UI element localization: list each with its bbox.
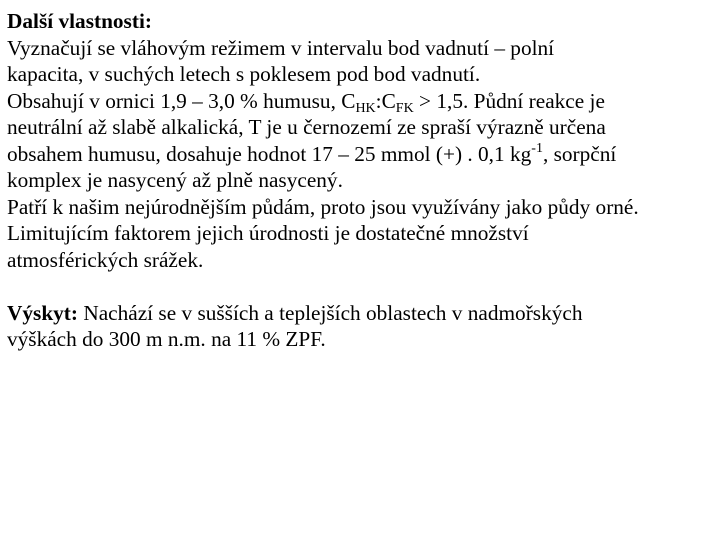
text-line: atmosférických srážek. [7, 247, 204, 272]
subscript-hk: HK [355, 100, 376, 116]
text-segment: :C [375, 88, 396, 113]
subscript-fk: FK [395, 100, 414, 116]
text-line: Patří k našim nejúrodnějším půdám, proto jsou využívány jako půdy orné. [7, 194, 639, 219]
text-segment: obsahem humusu, dosahuje hodnot 17 – 25 mmol (+) . 0,1 kg [7, 141, 532, 166]
text-segment: Obsahují v ornici 1,9 – 3,0 % humusu, C [7, 88, 356, 113]
text-line-unit [7, 141, 719, 168]
text-line: Vyznačují se vláhovým režimem v intervalu bod vadnutí – polní [7, 35, 555, 60]
text-line: neutrální až slabě alkalická, T je u černozemí ze spraší výrazně určena [7, 115, 606, 139]
superscript-exponent: -1 [531, 140, 543, 156]
text-line-ratio [7, 88, 719, 115]
text-segment: Nachází se v sušších a teplejších oblastech v nadmořských [78, 300, 583, 325]
slide-content [7, 8, 719, 353]
text-segment: > 1,5. Půdní reakce je [413, 88, 605, 113]
paragraph-spacer [7, 273, 719, 300]
section-heading: Další vlastnosti: [7, 9, 152, 33]
text-line: Limitujícím faktorem jejich úrodnosti je dostatečné množství [7, 221, 529, 245]
text-line: komplex je nasycený až plně nasycený. [7, 168, 343, 192]
text-line: výškách do 300 m n.m. na 11 % ZPF. [7, 327, 326, 351]
occurrence-label: Výskyt: [7, 300, 78, 325]
text-line: kapacita, v suchých letech s poklesem pod bod vadnutí. [7, 62, 481, 86]
text-segment: , sorpční [542, 141, 617, 166]
occurrence-line [7, 300, 719, 327]
